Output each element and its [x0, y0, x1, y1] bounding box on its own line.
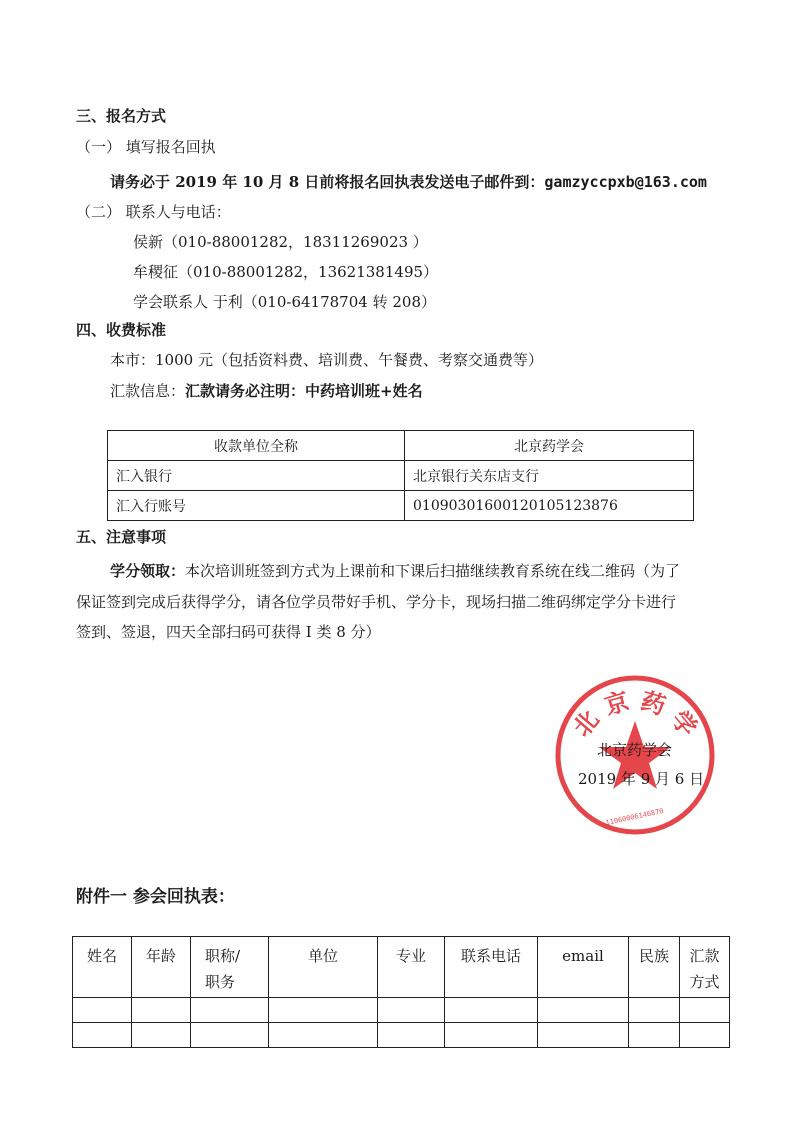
- table-cell: 北京药学会: [405, 431, 694, 461]
- annex-title: 附件一 参会回执表：: [76, 887, 235, 907]
- section-4-heading: 四、收费标准: [76, 321, 167, 339]
- table-header-row: [73, 937, 730, 998]
- section-5-heading: 五、注意事项: [76, 528, 167, 546]
- registration-table: [72, 936, 730, 1048]
- header-cell: 汇款方式: [680, 937, 730, 998]
- table-cell: [269, 998, 378, 1023]
- table-cell: 收款单位全称: [108, 431, 405, 461]
- table-cell: [378, 998, 445, 1023]
- signature-org: 北京药学会: [597, 741, 673, 759]
- table-cell: [445, 998, 538, 1023]
- credit-line-1: [110, 561, 680, 581]
- table-cell: 汇入行账号: [108, 491, 405, 521]
- remit-label: 汇款信息：: [110, 382, 186, 400]
- table-row: [73, 998, 730, 1023]
- table-cell: [680, 998, 730, 1023]
- table-cell: [629, 1023, 680, 1048]
- registration-email: gamzyccpxb@163.com: [544, 173, 707, 191]
- table-cell: [191, 998, 269, 1023]
- table-cell: [445, 1023, 538, 1048]
- header-cell: 联系电话: [445, 937, 538, 998]
- section-3-sub-2: （二） 联系人与电话：: [76, 203, 231, 221]
- fee-line: 本市：1000 元（包括资料费、培训费、午餐费、考察交通费等）: [110, 351, 543, 369]
- header-cell: 专业: [378, 937, 445, 998]
- credit-line-2: 保证签到完成后获得学分，请各位学员带好手机、学分卡，现场扫描二维码绑定学分卡进行: [76, 593, 677, 611]
- table-cell: [378, 1023, 445, 1048]
- header-cell: 民族: [629, 937, 680, 998]
- credit-label: 学分领取：: [110, 562, 186, 580]
- table-cell: 北京银行关东店支行: [405, 461, 694, 491]
- table-cell: [132, 1023, 191, 1048]
- section-3-heading: 三、报名方式: [76, 107, 167, 125]
- table-cell: [73, 998, 132, 1023]
- table-cell: 汇入银行: [108, 461, 405, 491]
- deadline-text: 请务必于 2019 年 10 月 8 日前将报名回执表发送电子邮件到：: [110, 173, 545, 191]
- contact-3: 学会联系人 于利（010-64178704 转 208）: [133, 293, 436, 311]
- table-cell: [191, 1023, 269, 1048]
- header-cell: 姓名: [73, 937, 132, 998]
- table-cell: [73, 1023, 132, 1048]
- table-cell: 01090301600120105123876: [405, 491, 694, 521]
- header-cell: 单位: [269, 937, 378, 998]
- contact-2: 牟稷征（010-88001282，13621381495）: [133, 263, 439, 281]
- table-row: [108, 491, 694, 521]
- remittance-table: [107, 430, 694, 521]
- table-cell: [538, 998, 629, 1023]
- header-cell: 年龄: [132, 937, 191, 998]
- table-cell: [269, 1023, 378, 1048]
- table-row: [108, 431, 694, 461]
- deadline-line: [110, 172, 707, 192]
- table-row: [73, 1023, 730, 1048]
- table-cell: [538, 1023, 629, 1048]
- remit-note: 汇款请务必注明：中药培训班+姓名: [185, 382, 423, 400]
- signature-date: 2019 年 9 月 6 日: [578, 770, 705, 788]
- table-cell: [629, 998, 680, 1023]
- table-cell: [132, 998, 191, 1023]
- credit-line-3: 签到、签退，四天全部扫码可获得 I 类 8 分）: [76, 623, 381, 641]
- svg-text:北 京 药 学: 北 京 药 学: [567, 686, 703, 742]
- section-3-sub-1: （一） 填写报名回执: [76, 138, 216, 156]
- table-row: [108, 461, 694, 491]
- remit-line: [110, 381, 423, 401]
- header-cell: 职称/ 职务: [191, 937, 269, 998]
- credit-text-1: 本次培训班签到方式为上课前和下课后扫描继续教育系统在线二维码（为了: [185, 562, 681, 580]
- svg-text:11060006146870: 11060006146870: [604, 806, 665, 828]
- header-cell: email: [538, 937, 629, 998]
- contact-1: 侯新（010-88001282，18311269023 ）: [133, 233, 428, 251]
- table-cell: [680, 1023, 730, 1048]
